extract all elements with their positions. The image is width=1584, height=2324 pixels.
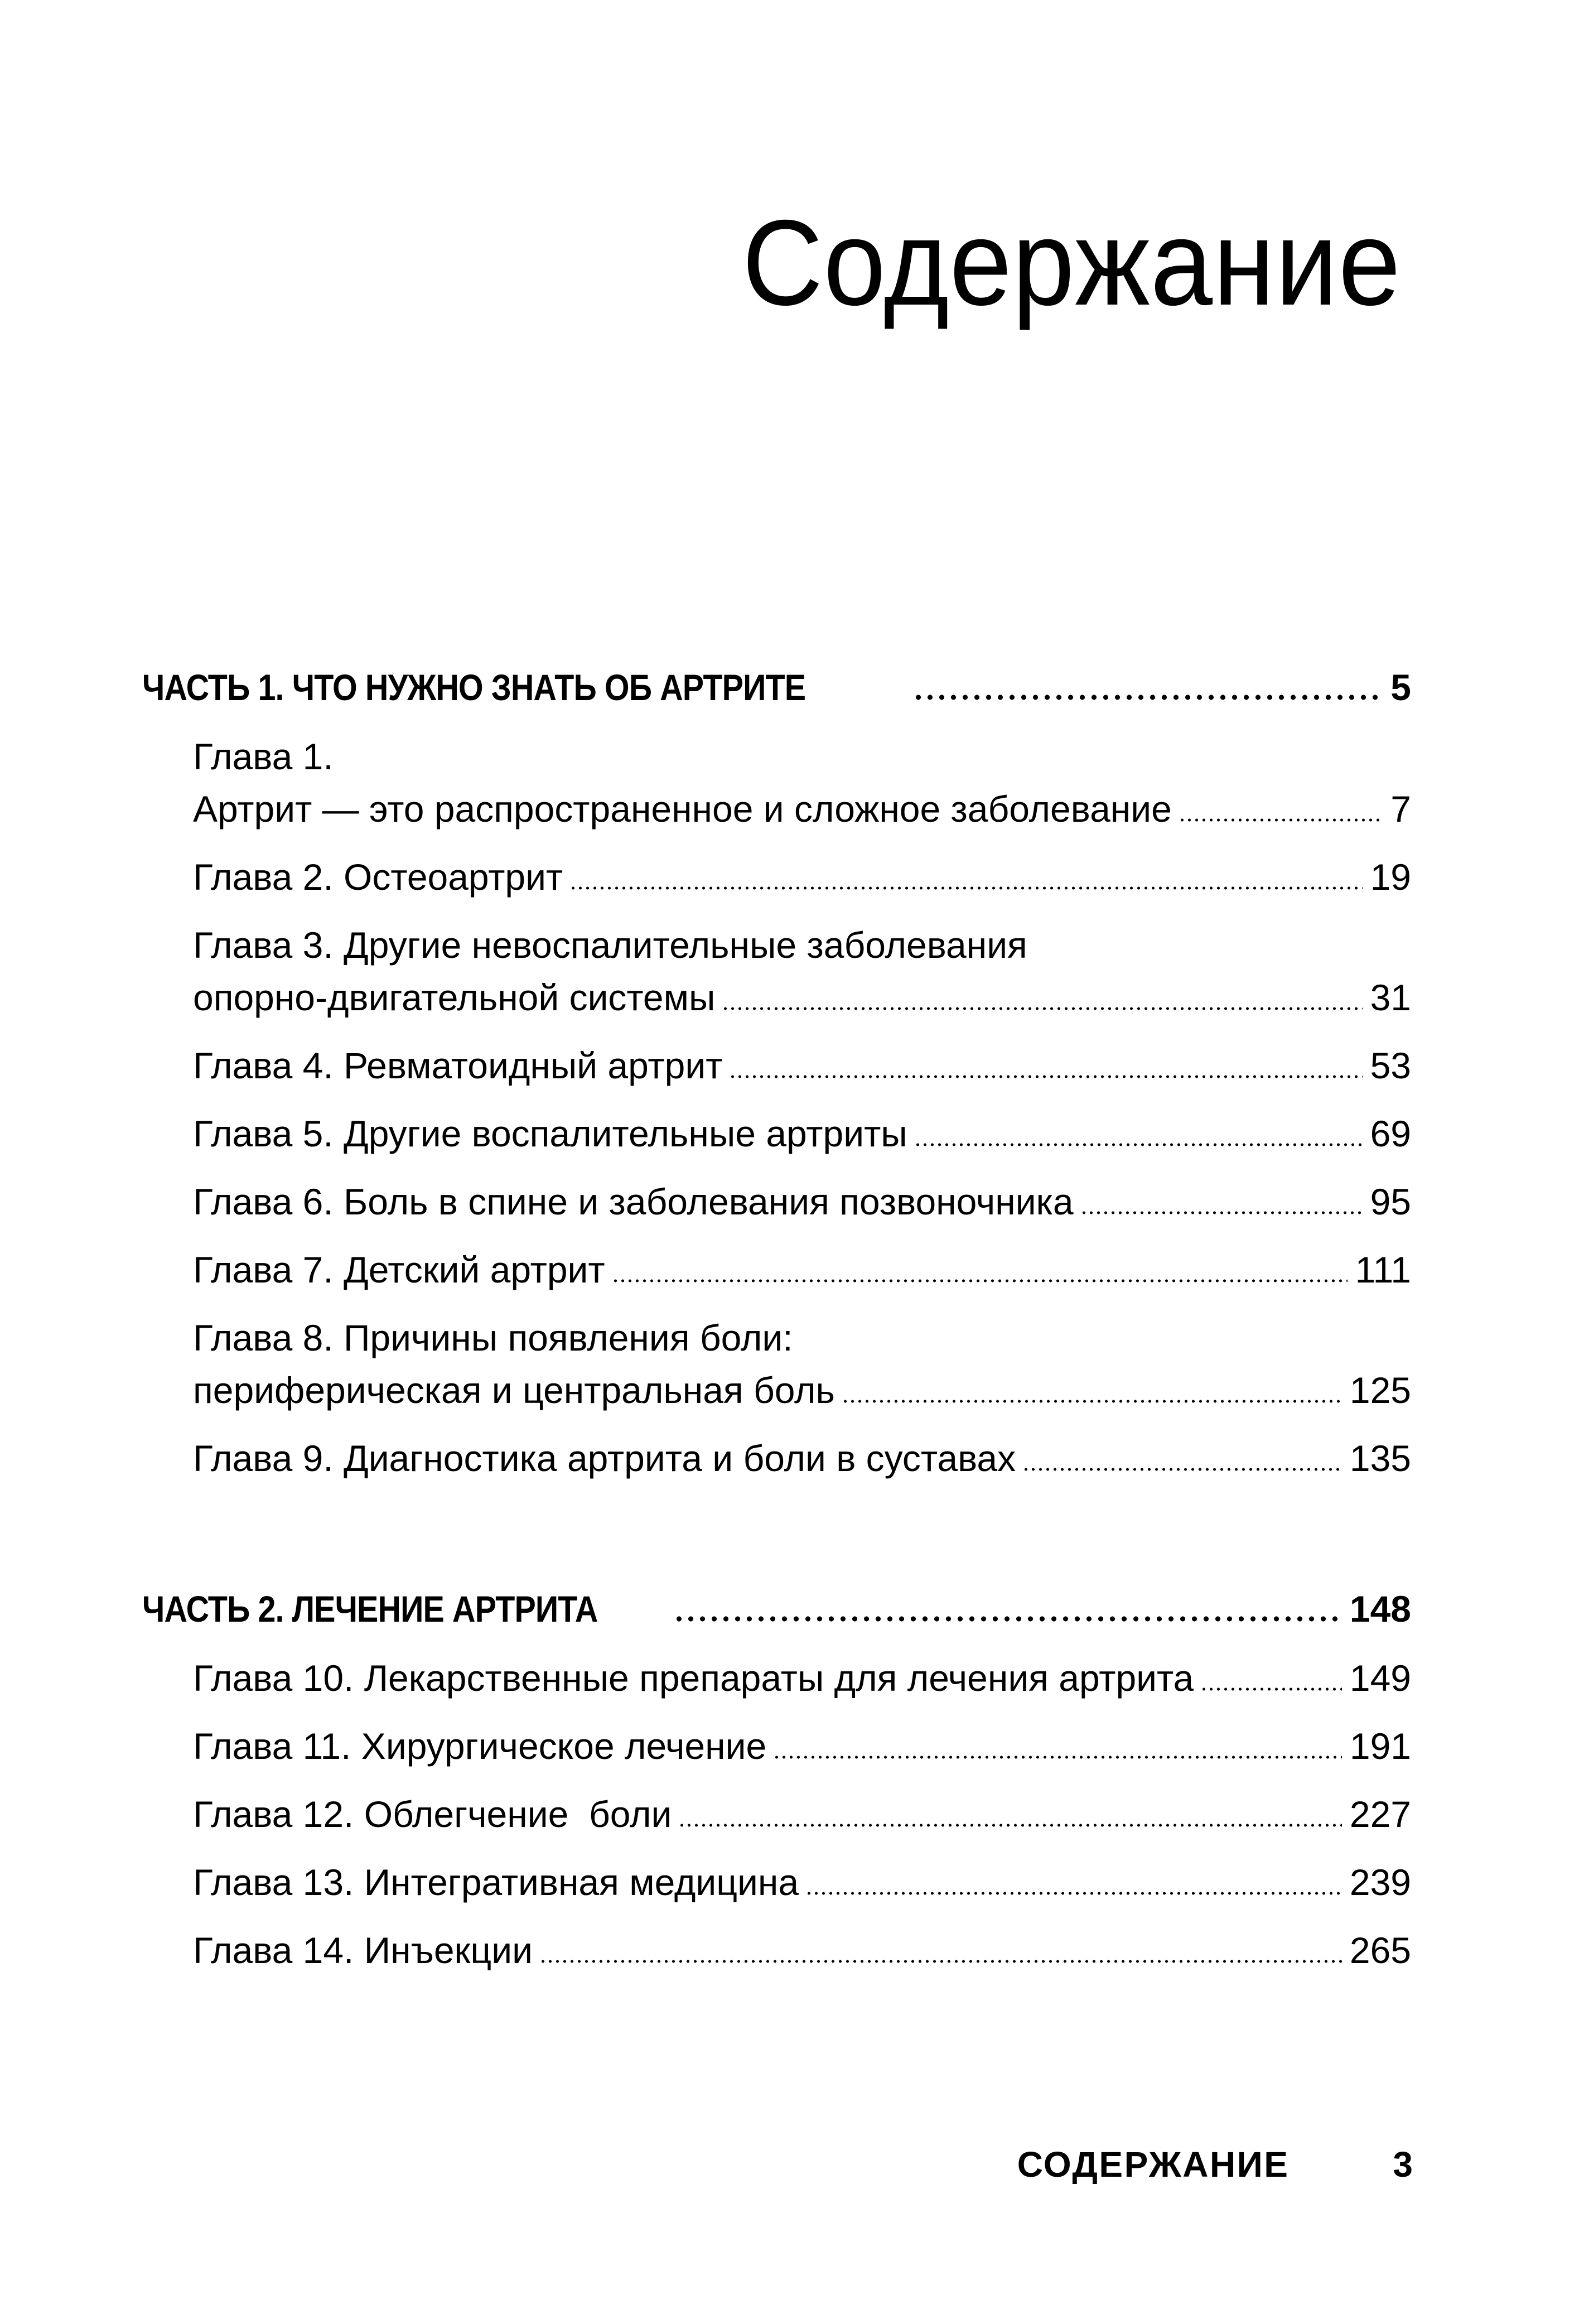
- toc-entry-line: [193, 1652, 1411, 1704]
- toc-entry-label: Глава 1.: [193, 736, 334, 777]
- toc-entry-page-number: 7: [1390, 788, 1411, 830]
- dot-leader: [1200, 1687, 1342, 1691]
- toc-entry-page-number: 31: [1370, 977, 1411, 1018]
- toc-part-heading-page-number: 148: [1349, 1588, 1411, 1629]
- dot-leader: [569, 886, 1362, 890]
- dot-leader: [805, 1892, 1342, 1895]
- toc-entry-label: Глава 12. Облегчение боли: [193, 1793, 672, 1835]
- toc-entry-line: [193, 1720, 1411, 1772]
- toc-entry-line: [193, 971, 1411, 1024]
- toc-entry: [142, 1652, 1411, 1704]
- toc-entry-line: [193, 1107, 1411, 1160]
- toc-entry-label: Глава 4. Ревматоидный артрит: [193, 1045, 723, 1086]
- toc-entry-page-number: 69: [1370, 1113, 1411, 1154]
- dot-leader: [612, 1279, 1348, 1282]
- toc-entry-page-number: 111: [1355, 1249, 1411, 1290]
- dot-leader: [729, 1075, 1362, 1078]
- toc-entry: [142, 1312, 1411, 1416]
- toc-entry-label: опорно-двигательной системы: [193, 977, 716, 1018]
- toc-entry-label: Глава 7. Детский артрит: [193, 1249, 605, 1290]
- toc-part-heading-label: ЧАСТЬ 1. ЧТО НУЖНО ЗНАТЬ ОБ АРТРИТЕ: [142, 667, 806, 708]
- dot-leader: [914, 1143, 1363, 1146]
- toc-entry: [142, 851, 1411, 903]
- dot-leader: [1080, 1211, 1363, 1214]
- toc-entry: [142, 1243, 1411, 1296]
- toc-entry: [142, 730, 1411, 835]
- dot-leader: [912, 695, 1382, 700]
- toc-entry-page-number: 227: [1349, 1793, 1411, 1835]
- toc-entry-line: [193, 1312, 1411, 1364]
- toc-part-heading-label: ЧАСТЬ 2. ЛЕЧЕНИЕ АРТРИТА: [142, 1588, 598, 1629]
- toc-entry-page-number: 19: [1370, 856, 1411, 898]
- toc-entry-line: [193, 1788, 1411, 1840]
- toc-entry: [142, 1856, 1411, 1908]
- toc-entry-label: Глава 14. Инъекции: [193, 1930, 533, 1971]
- toc-entry-label: Глава 2. Остеоартрит: [193, 856, 563, 898]
- toc-entry-line: [193, 1432, 1411, 1484]
- toc-part-heading: [142, 661, 1411, 713]
- toc-part-heading-page-number: 5: [1390, 667, 1411, 708]
- toc-entry-page-number: 239: [1349, 1862, 1411, 1903]
- toc-entry-line: [193, 1175, 1411, 1228]
- toc-entry-label: Глава 5. Другие воспалительные артриты: [193, 1113, 907, 1154]
- toc-entry: [142, 1175, 1411, 1228]
- toc-entry-label: Глава 8. Причины появления боли:: [193, 1317, 793, 1358]
- toc-entry-label: Глава 3. Другие невоспалительные заболевания: [193, 924, 1027, 966]
- dot-leader: [673, 1616, 1340, 1622]
- toc-entry: [142, 1107, 1411, 1160]
- toc-entry-label: Глава 11. Хирургическое лечение: [193, 1725, 767, 1767]
- toc-entry-line: [193, 1039, 1411, 1092]
- toc-entry-line: [193, 851, 1411, 903]
- toc-entry-line: [193, 1856, 1411, 1908]
- toc-entry: [142, 1039, 1411, 1092]
- toc-entry-page-number: 149: [1349, 1657, 1411, 1699]
- toc-part-heading: [142, 1583, 1411, 1635]
- toc-entry: [142, 919, 1411, 1024]
- toc-entry-label: Артрит — это распространенное и сложное заболевание: [193, 788, 1172, 830]
- toc-entry-line: [193, 783, 1411, 835]
- toc-entry-line: [193, 919, 1411, 971]
- table-of-contents: [142, 661, 1411, 1992]
- footer-section-label: СОДЕРЖАНИЕ: [1017, 2144, 1290, 2185]
- dot-leader: [1179, 818, 1383, 822]
- toc-entry-line: [193, 1364, 1411, 1416]
- toc-entry-label: Глава 9. Диагностика артрита и боли в суставах: [193, 1438, 1016, 1479]
- dot-leader: [773, 1756, 1342, 1759]
- toc-entry-page-number: 125: [1349, 1370, 1411, 1411]
- dot-leader: [539, 1960, 1342, 1963]
- footer-page-number: 3: [1393, 2144, 1413, 2185]
- toc-entry: [142, 1924, 1411, 1976]
- toc-entry: [142, 1788, 1411, 1840]
- toc-entry-line: [193, 1924, 1411, 1976]
- toc-entry-label: Глава 10. Лекарственные препараты для лечения артрита: [193, 1657, 1194, 1699]
- toc-entry-page-number: 265: [1349, 1930, 1411, 1971]
- toc-entry-label: Глава 13. Интегративная медицина: [193, 1862, 799, 1903]
- running-footer: [1017, 2144, 1413, 2185]
- dot-leader: [678, 1824, 1341, 1827]
- dot-leader: [842, 1400, 1342, 1403]
- toc-entry-page-number: 95: [1370, 1181, 1411, 1222]
- page-title: Содержание: [742, 195, 1401, 331]
- toc-entry-page-number: 53: [1370, 1045, 1411, 1086]
- toc-entry-line: [193, 1243, 1411, 1296]
- dot-leader: [722, 1007, 1362, 1010]
- toc-entry-page-number: 135: [1349, 1438, 1411, 1479]
- toc-entry-page-number: 191: [1349, 1725, 1411, 1767]
- toc-entry: [142, 1720, 1411, 1772]
- toc-entry-line: [193, 730, 1411, 783]
- dot-leader: [1022, 1468, 1342, 1471]
- toc-entry-label: периферическая и центральная боль: [193, 1370, 835, 1411]
- toc-entry-label: Глава 6. Боль в спине и заболевания позвоночника: [193, 1181, 1074, 1222]
- toc-entry: [142, 1432, 1411, 1484]
